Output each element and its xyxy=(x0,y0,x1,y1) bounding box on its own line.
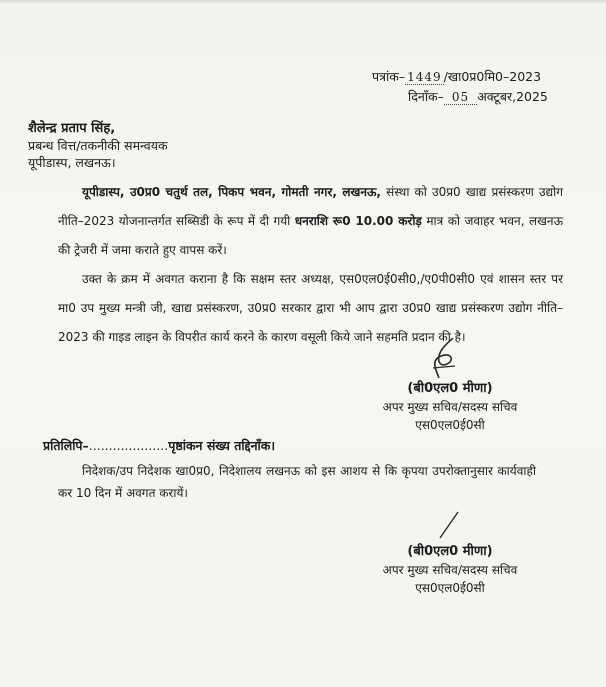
addressee-org: यूपीडास्प, लखनऊ। xyxy=(28,155,116,170)
signatory-name-2: (बी0एल0 मीणा) xyxy=(407,544,493,559)
handwritten-ref-number: 1449 xyxy=(407,70,442,84)
body-paragraph-2: उक्त के क्रम में अवगत कराना है कि सक्षम स्तर अध्यक्ष, एस0एल0ई0सी0,/ए0पी0सी0 एवं शासन स्तर पर मा0 उप मुख्य मन्त्री जी, खाद्य प्रसंस्करण, उ0प्र0 सरकार द्वारा भी आप द्वारा उ0प्र0 खाद्य प्रसंस्करण उद्योग नीति–2023 की गाइड लाइन के विपरीत कार्य करने के कारण वसूली किये जाने सहमति प्रदान की है। xyxy=(58,272,563,344)
signature-block-2 xyxy=(360,543,540,597)
copy-body: निदेशक/उप निदेशक खा0प्र0, निदेशालय लखनऊ को इस आशय से कि कृपया उपरोक्तानुसार कार्यवाही कर 10 दिन में अवगत करायें। xyxy=(58,464,536,500)
signatory-org: एस0एल0ई0सी xyxy=(415,418,485,432)
addressee-block xyxy=(28,120,168,171)
reference-number: पत्रांक– 1449 /खा0प्र0मि0–2023 xyxy=(372,69,542,84)
addressee-designation: प्रबन्ध वित्त/तकनीकी समन्वयक xyxy=(28,138,168,153)
signatory-title-2: अपर मुख्य सचिव/सदस्य सचिव xyxy=(382,563,518,577)
signature-block-1 xyxy=(360,380,540,434)
signatory-title: अपर मुख्य सचिव/सदस्य सचिव xyxy=(382,400,518,414)
signatory-org-2: एस0एल0ई0सी xyxy=(415,581,485,595)
page-edge-shadow xyxy=(0,0,606,4)
handwritten-date-day: 05 xyxy=(451,90,470,104)
addressee-name: शैलेन्द्र प्रताप सिंह, xyxy=(28,121,116,136)
reference-date: दिनाँक– 05 अक्टूबर,2025 xyxy=(408,89,548,104)
body-paragraph-1: यूपीडास्प, उ0प्र0 चतुर्थ तल, पिकप भवन, गोमती नगर, लखनऊ, संस्था को उ0प्र0 खाद्य प्रसंस्करण उद्योग नीति–2023 योजनान्तर्गत सब्सिडी के रूप में दी गयी धनराशि रू0 10.00 करोड़ मात्र को जवाहर भवन, लखनऊ की ट्रेजरी में जमा कराते हुए वापस करें। xyxy=(58,185,564,257)
copy-heading: प्रतिलिपि–....................पृष्ठांकन संख्य तद्दिनाँक। xyxy=(43,438,276,453)
signature-mark-1 xyxy=(425,338,465,382)
signature-mark-2 xyxy=(436,510,462,540)
signatory-name: (बी0एल0 मीणा) xyxy=(407,381,493,396)
